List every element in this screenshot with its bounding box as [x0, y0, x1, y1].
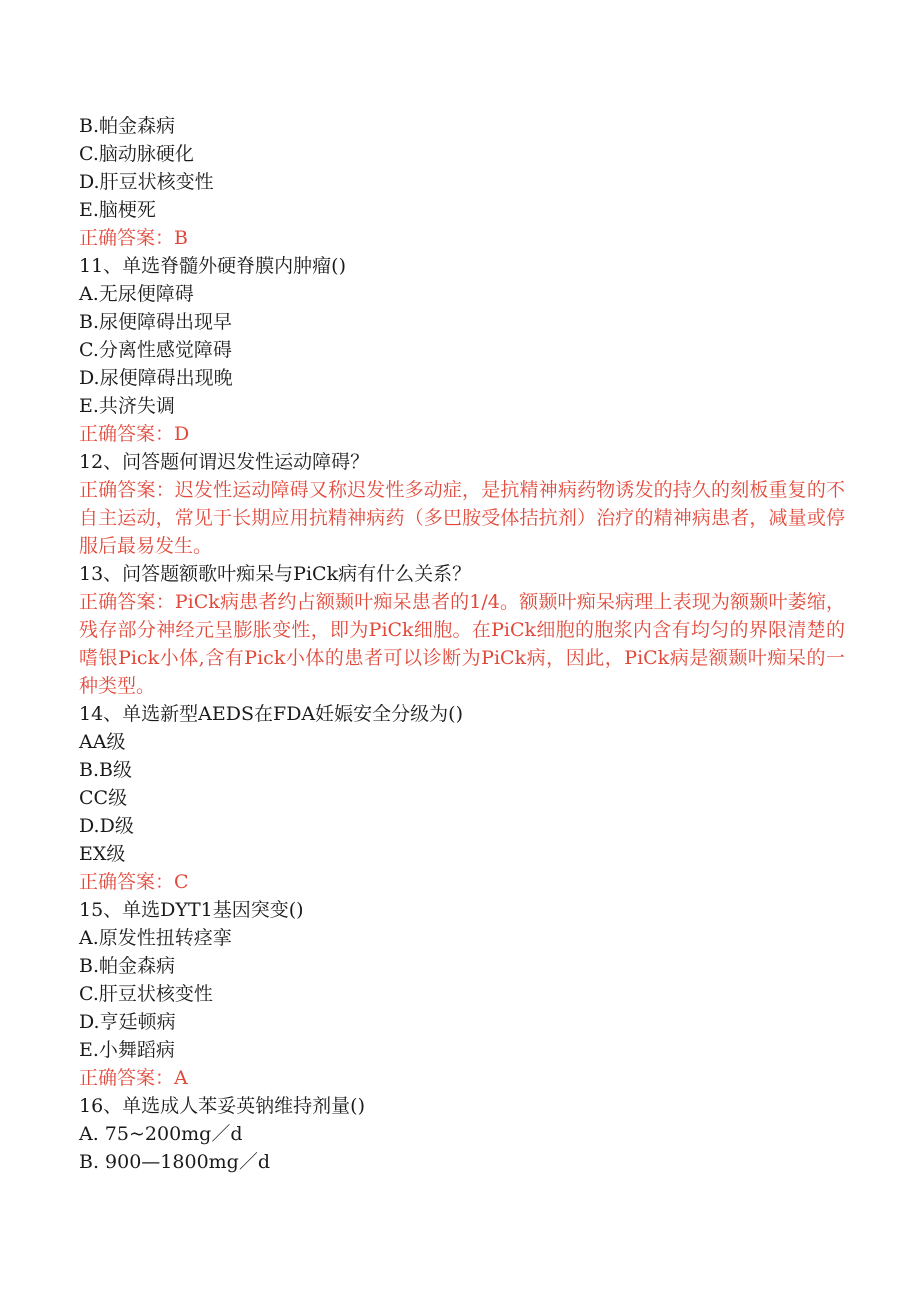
- q10-option-d: D.肝豆状核变性: [79, 171, 214, 193]
- document-page: [79, 112, 849, 1176]
- q11-option-c: C.分离性感觉障碍: [79, 339, 232, 361]
- q14-answer: 正确答案：C: [79, 871, 189, 893]
- q16-option-b: B. 900—1800mg／d: [79, 1151, 271, 1173]
- q11-title: 11、单选脊髓外硬脊膜内肿瘤(): [79, 255, 347, 277]
- q10-option-b: B.帕金森病: [79, 115, 176, 137]
- q14-option-b: B.B级: [79, 759, 132, 781]
- q12-answer: [79, 476, 845, 560]
- q11-option-e: E.共济失调: [79, 395, 175, 417]
- q14-option-c: CC级: [79, 787, 128, 809]
- q10-option-c: C.脑动脉硬化: [79, 143, 194, 165]
- q11-option-d: D.尿便障碍出现晚: [79, 367, 233, 389]
- q13-answer: [79, 588, 845, 700]
- q13-answer-text: PiCk病患者约占额颞叶痴呆患者的1/4。额颞叶痴呆病理上表现为额颞叶萎缩，残存部分神经元呈膨胀变性，即为PiCk细胞。在PiCk细胞的胞浆内含有均匀的界限清楚的嗜银Pick小体,含有Pick小体的患者可以诊断为PiCk病，因此，PiCk病是额颞叶痴呆的一种类型。: [79, 591, 845, 697]
- q15-title: 15、单选DYT1基因突变(): [79, 899, 304, 921]
- q11-option-a: A.无尿便障碍: [79, 283, 194, 305]
- q15-option-a: A.原发性扭转痉挛: [79, 927, 232, 949]
- q16-title: 16、单选成人苯妥英钠维持剂量(): [79, 1095, 366, 1117]
- q15-option-c: C.肝豆状核变性: [79, 983, 213, 1005]
- q12-title: 12、问答题何谓迟发性运动障碍？: [79, 451, 370, 473]
- q15-answer: 正确答案：A: [79, 1067, 188, 1089]
- q10-option-e: E.脑梗死: [79, 199, 156, 221]
- q15-option-d: D.亨廷顿病: [79, 1011, 176, 1033]
- q11-option-b: B.尿便障碍出现早: [79, 311, 233, 333]
- q13-title: 13、问答题额歌叶痴呆与PiCk病有什么关系？: [79, 563, 472, 585]
- q14-option-e: EX级: [79, 843, 126, 865]
- q15-option-b: B.帕金森病: [79, 955, 176, 977]
- q14-title: 14、单选新型AEDS在FDA妊娠安全分级为(): [79, 703, 463, 725]
- q16-option-a: A. 75~200mg／d: [79, 1123, 243, 1145]
- q11-answer: 正确答案：D: [79, 423, 190, 445]
- q12-answer-label: 正确答案：: [79, 479, 175, 501]
- q14-option-a: AA级: [79, 731, 126, 753]
- q10-answer: 正确答案：B: [79, 227, 188, 249]
- q12-answer-text: 迟发性运动障碍又称迟发性多动症，是抗精神病药物诱发的持久的刻板重复的不自主运动，常见于长期应用抗精神病药（多巴胺受体拮抗剂）治疗的精神病患者，减量或停服后最易发生。: [79, 479, 845, 557]
- q14-option-d: D.D级: [79, 815, 134, 837]
- q13-answer-label: 正确答案：: [79, 591, 175, 613]
- q15-option-e: E.小舞蹈病: [79, 1039, 175, 1061]
